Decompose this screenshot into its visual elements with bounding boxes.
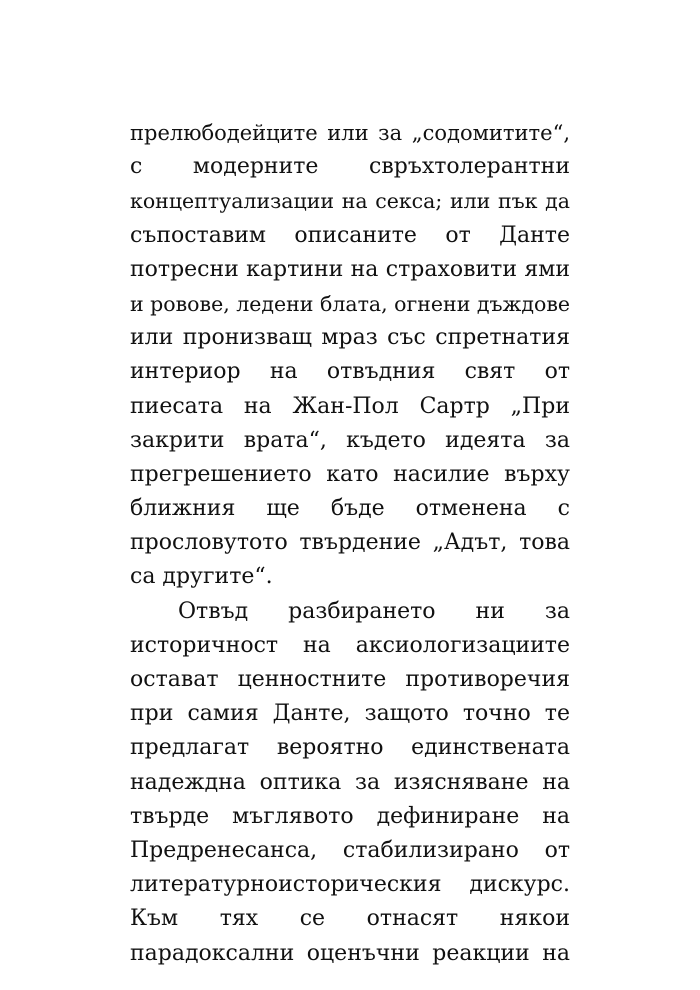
text-line: историчност на аксиологизациите — [130, 632, 570, 658]
text-line: твърде мъглявото дефиниране на — [130, 803, 570, 829]
paragraph-end-line: са другите“. — [130, 564, 273, 590]
text-line: или пронизващ мраз със спретнатия — [130, 325, 570, 351]
text-line: и ровове, ледени блата, огнени дъждове — [130, 291, 570, 316]
text-line: съпоставим описаните от Данте — [130, 222, 570, 248]
body-text — [130, 116, 570, 971]
paragraph-first-line: Отвъд разбирането ни за — [178, 598, 570, 624]
text-line: потресни картини на страховити ями — [130, 256, 570, 282]
text-line: прегрешението като насилие върху — [130, 461, 570, 487]
text-line: остават ценностните противоречия — [130, 667, 570, 692]
text-line: прословутото твърдение „Адът, това — [130, 530, 570, 556]
text-line: концептуализации на секса; или пък да — [130, 189, 570, 214]
text-line: предлагат вероятно единствената — [130, 735, 570, 761]
text-line: надеждна оптика за изясняване на — [130, 769, 570, 795]
text-line: литературноисторическия дискурс. — [130, 872, 570, 898]
text-line: Към тях се отнасят някои — [130, 906, 570, 932]
text-line: при самия Данте, защото точно те — [130, 701, 570, 727]
text-line: ближния ще бъде отменена с — [130, 496, 570, 522]
text-line: закрити врата“, където идеята за — [130, 427, 570, 453]
text-line: парадоксални оценъчни реакции на — [130, 940, 570, 966]
text-line: интериор на отвъдния свят от — [130, 359, 570, 385]
text-line: с модерните свръхтолерантни — [130, 154, 570, 180]
text-line: прелюбодейците или за „содомитите“, — [130, 121, 570, 145]
text-line: Предренесанса, стабилизирано от — [130, 837, 570, 863]
text-line: пиесата на Жан-Пол Сартр „При — [130, 393, 570, 419]
